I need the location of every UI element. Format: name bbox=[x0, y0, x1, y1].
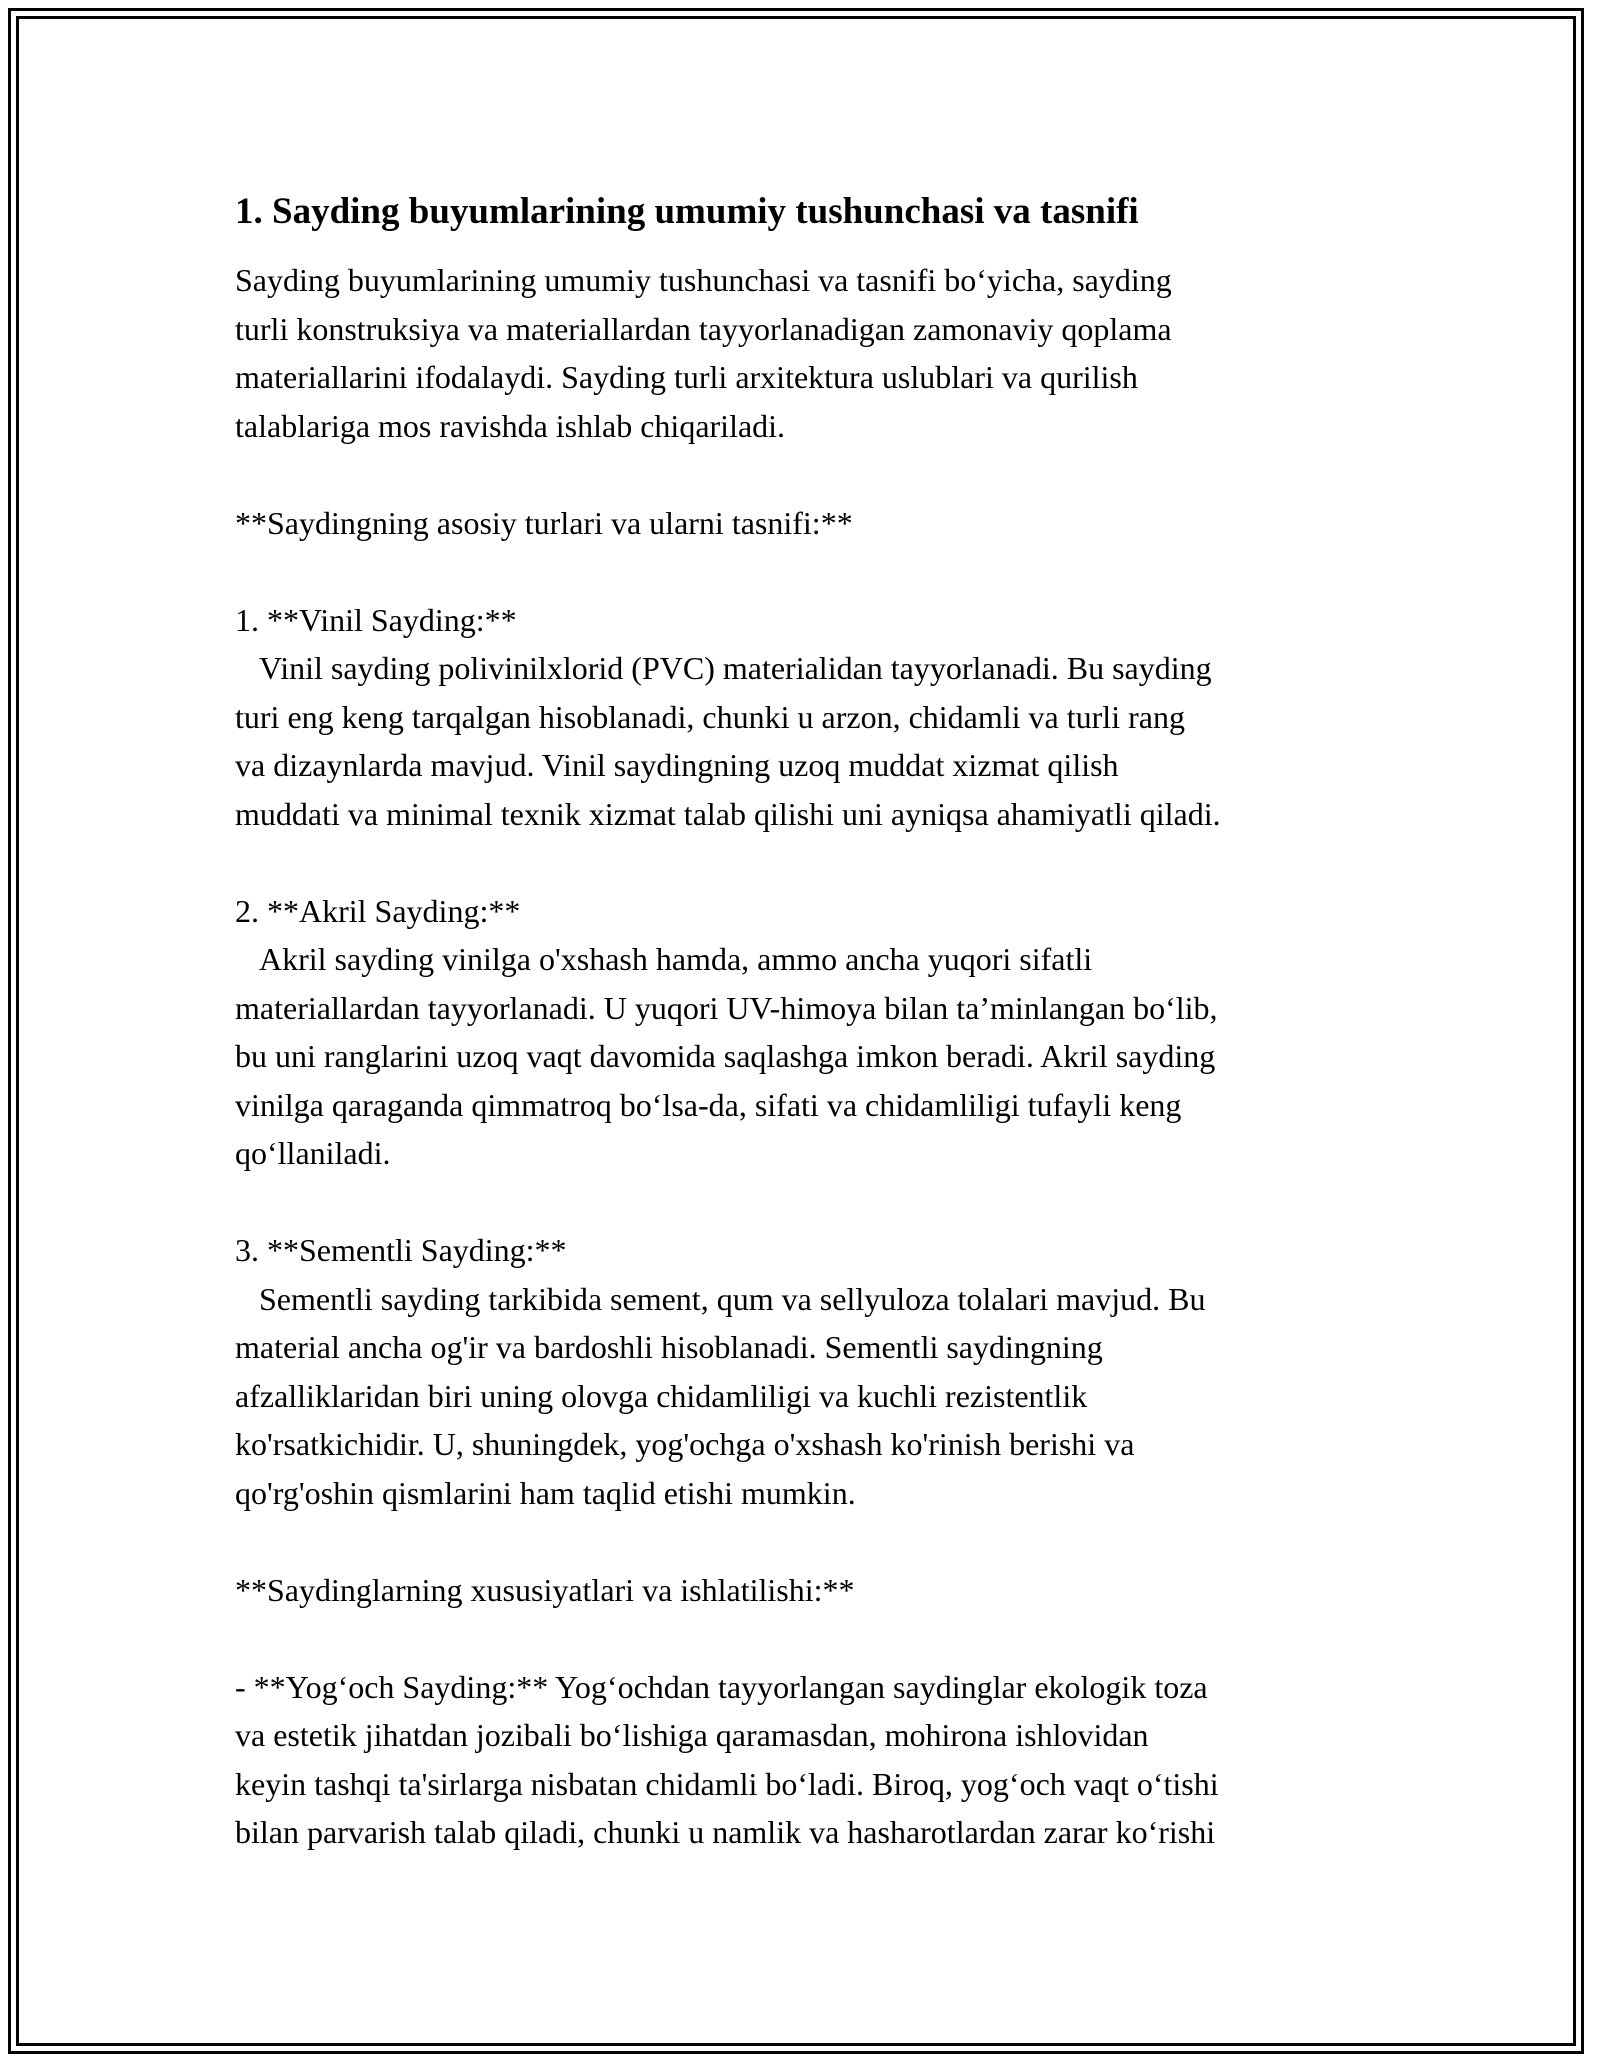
paragraph-gap bbox=[235, 547, 1375, 596]
list-item-vinyl: 1. **Vinil Sayding:** Vinil sayding polivinilxlorid (PVC) materialidan tayyorlanadi. Bu sayding turi eng keng tarqalgan hisoblanadi, chunki u arzon, chidamli va turli rang va dizaynlarda mavjud. Vinil saydingning uzoq muddat xizmat qilish muddati va minimal texnik xizmat talab qilishi uni ayniqsa ahamiyatli qiladi. bbox=[235, 601, 1221, 832]
section-heading-properties: **Saydinglarning xususiyatlari va ishlatilishi:** bbox=[235, 1571, 855, 1608]
paragraph-gap bbox=[235, 1517, 1375, 1566]
paragraph-gap bbox=[235, 1178, 1375, 1227]
list-item-acrylic: 2. **Akril Sayding:** Akril sayding vinilga o'xshash hamda, ammo ancha yuqori sifatli materiallardan tayyorlanadi. U yuqori UV-himoya bilan ta’minlangan bo‘lib, bu uni ranglarini uzoq vaqt davomida saqlashga imkon beradi. Akril sayding vinilga qaraganda qimmatroq bo‘lsa-da, sifati va chidamliligi tufayli keng qo‘llaniladi. bbox=[235, 892, 1218, 1171]
list-item-cement: 3. **Sementli Sayding:** Sementli sayding tarkibida sement, qum va sellyuloza tolalari mavjud. Bu material ancha og'ir va bardoshli hisoblanadi. Sementli saydingning afzalliklaridan biri uning olovga chidamliligi va kuchli rezistentlik ko'rsatkichidir. U, shuningdek, yog'ochga o'xshash ko'rinish berishi va qo'rg'oshin qismlarini ham taqlid etishi mumkin. bbox=[235, 1232, 1206, 1511]
intro-paragraph: Sayding buyumlarining umumiy tushunchasi va tasnifi bo‘yicha, sayding turli konstruksiya va materiallardan tayyorlanadigan zamonaviy qoplama materiallarini ifodalaydi. Sayding turli arxitektura uslublari va qurilish talablariga mos ravishda ishlab chiqariladi. bbox=[235, 262, 1172, 444]
paragraph-gap bbox=[235, 450, 1375, 499]
paragraph-gap bbox=[235, 1614, 1375, 1663]
list-item-wood: - **Yog‘och Sayding:** Yog‘ochdan tayyorlangan saydinglar ekologik toza va estetik jihatdan jozibali bo‘lishiga qaramasdan, mohirona ishlovidan keyin tashqi ta'sirlarga nisbatan chidamli bo‘ladi. Biroq, yog‘och vaqt o‘tishi bilan parvarish talab qiladi, chunki u namlik va hasharotlardan zarar ko‘rishi bbox=[235, 1668, 1219, 1850]
document-body bbox=[235, 186, 1375, 1857]
section-heading-types: **Saydingning asosiy turlari va ularni tasnifi:** bbox=[235, 504, 853, 541]
paragraph-gap bbox=[235, 838, 1375, 887]
document-title: 1. Sayding buyumlarining umumiy tushunchasi va tasnifi bbox=[235, 191, 1139, 232]
